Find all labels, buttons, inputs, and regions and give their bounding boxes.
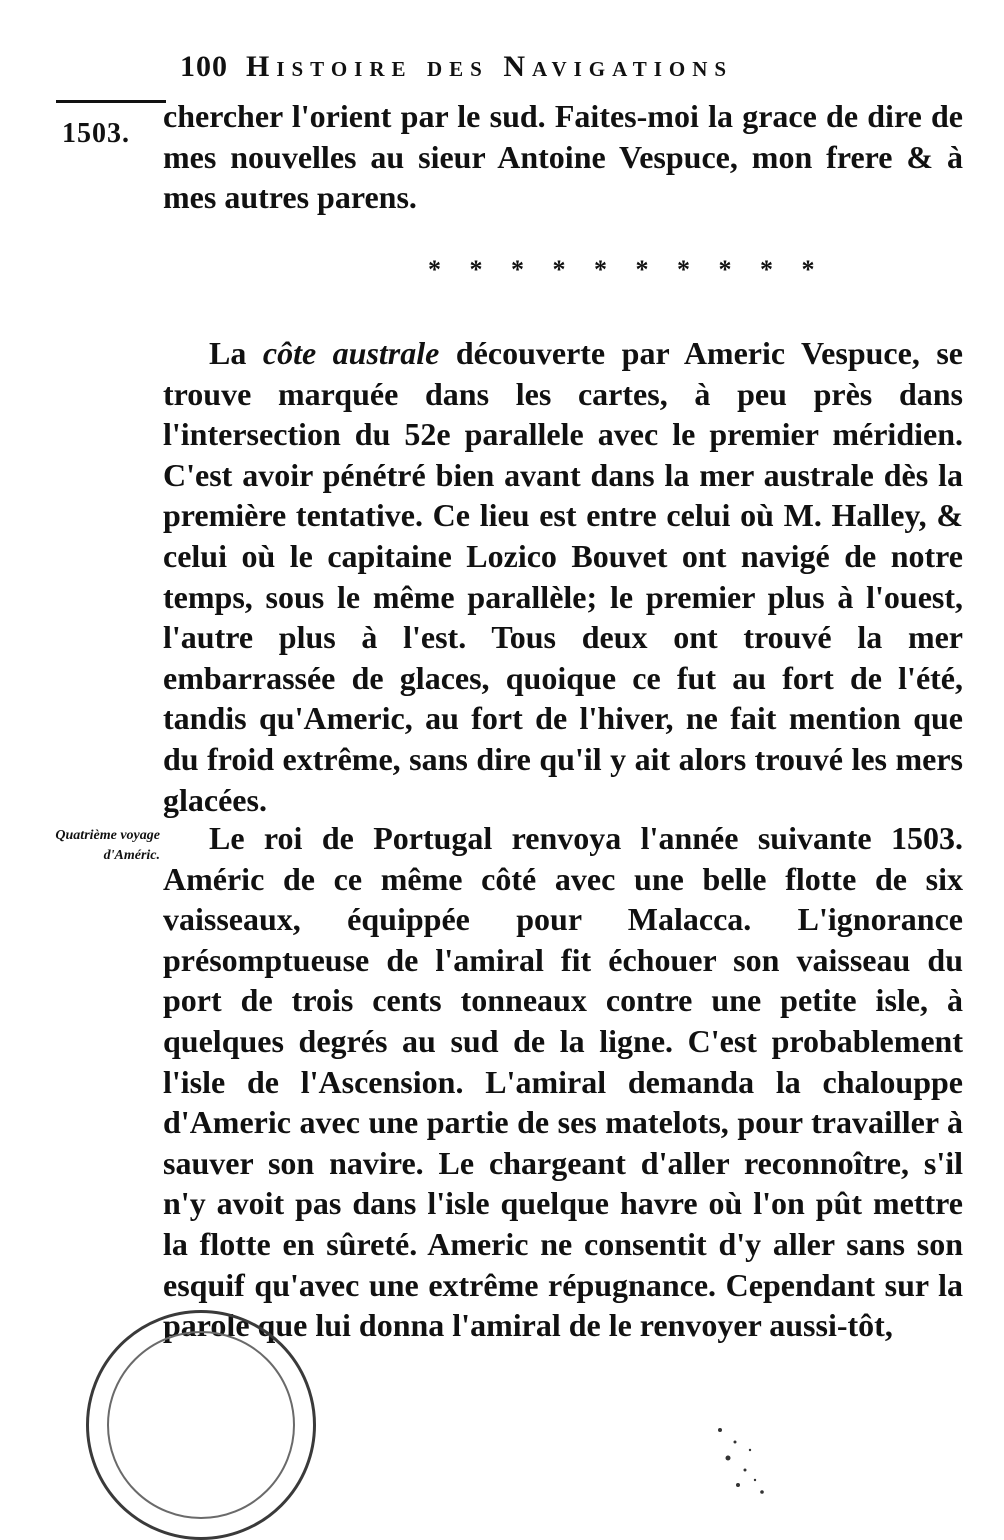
paragraph-start: La <box>209 335 263 371</box>
paragraph-quatrieme-voyage <box>163 818 963 1346</box>
library-stamp-inner-ring <box>107 1331 295 1519</box>
running-title: Histoire des Navigations <box>246 50 734 83</box>
page-number: 100 <box>180 50 228 83</box>
ink-specks <box>700 1410 810 1500</box>
margin-year: 1503. <box>62 118 130 149</box>
margin-side-note: Quatrième voyage d'Améric. <box>55 828 160 863</box>
library-stamp-seal <box>86 1310 316 1540</box>
paragraph-body: Le roi de Portugal renvoya l'année suivante 1503. Améric de ce même côté avec une belle flotte de six vaisseaux, équippée pour Malacca. L'ignorance présomptueuse de l'amiral fit échouer son vaisseau du port de trois cents tonneaux contre une petite isle, à quelques degrés au sud de la ligne. C'est probablement l'isle de l'Ascension. L'amiral demanda la chalouppe d'Americ avec une partie de ses matelots, pour travailler à sauver son navire. Le chargeant d'aller reconnoître, s'il n'y avoit pas dans l'isle quelque havre où l'on pût mettre la flotte en sûreté. Americ ne consentit d'y aller sans son esquif qu'avec une extrême répugnance. Cependant sur la parole que lui donna l'amiral de le renvoyer aussi-tôt, <box>163 820 963 1344</box>
italic-phrase: côte australe <box>262 335 440 371</box>
page-header <box>180 50 960 96</box>
paragraph-cote-australe <box>163 333 963 820</box>
paragraph-body: découverte par Americ Vespuce, se trouve marquée dans les cartes, à peu près dans l'intersection du 52e parallele avec le premier méridien. C'est avoir pénétré bien avant dans la mer australe dès la première tentative. Ce lieu est entre celui où M. Halley, & celui où le capitaine Lozico Bouvet ont navigé de notre temps, sous le même parallèle; le premier plus à l'ouest, l'autre plus à l'est. Tous deux ont trouvé la mer embarrassée de glaces, quoique ce fut au fort de l'été, tandis qu'Americ, au fort de l'hiver, ne fait mention que du froid extrême, sans dire qu'il y ait alors trouvé les mers glacées. <box>163 335 964 818</box>
paragraph-continuation: chercher l'orient par le sud. Faites-moi la grace de dire de mes nouvelles au sieur Antoine Vespuce, mon frere & à mes autres parens. <box>163 98 963 216</box>
asterisk-separator: * * * * * * * * * * <box>428 255 826 284</box>
margin-rule <box>56 100 166 103</box>
